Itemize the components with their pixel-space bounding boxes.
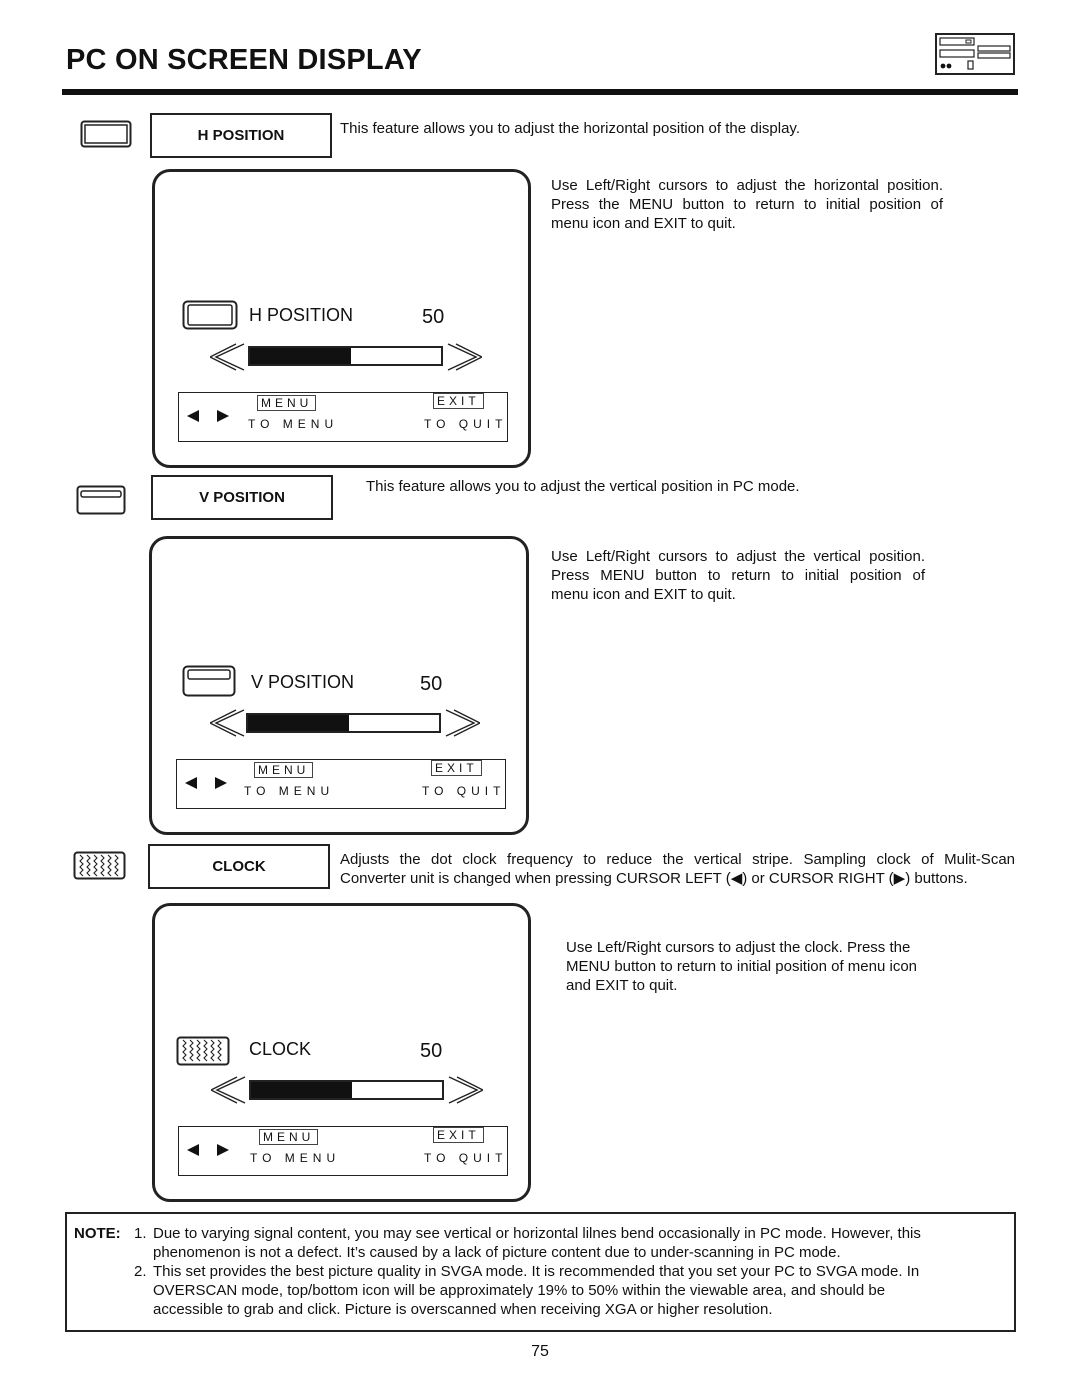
v-position-osd-value: 50 — [420, 673, 443, 695]
left-arrow-icon[interactable] — [186, 409, 200, 428]
header-rule — [62, 89, 1018, 95]
note-item-number: 1. — [134, 1225, 147, 1242]
right-double-chevron-icon — [446, 342, 482, 372]
note-item-number: 2. — [134, 1263, 147, 1280]
h-position-intro: This feature allows you to adjust the horizontal position of the display. — [340, 120, 800, 137]
clock-osd-icon — [176, 1036, 230, 1066]
v-position-intro: This feature allows you to adjust the vertical position in PC mode. — [366, 478, 800, 495]
right-arrow-icon[interactable] — [216, 1143, 230, 1162]
h-position-osd-icon — [182, 300, 238, 330]
exit-button[interactable]: EXIT — [433, 393, 484, 409]
left-double-chevron-icon — [210, 708, 246, 738]
note-item-1: 1. Due to varying signal content, you may see vertical or horizontal lilnes bend occasionally in PC mode. However, this phenomenon is not a defect. It’s caused by a lack of picture content due to under-scanning in PC mode. — [134, 1225, 921, 1261]
h-position-osd-value: 50 — [422, 306, 445, 328]
h-position-osd-label: H POSITION — [249, 305, 354, 325]
exit-button[interactable]: EXIT — [433, 1127, 484, 1143]
clock-osd-label: CLOCK — [249, 1039, 312, 1059]
clock-instructions: Use Left/Right cursors to adjust the clock. Press the MENU button to return to initial position of menu icon and EXIT to quit. — [566, 939, 918, 994]
v-position-osd-icon — [182, 665, 236, 697]
left-arrow-icon[interactable] — [184, 776, 198, 795]
to-quit-text: TO QUIT — [422, 784, 506, 798]
menu-button[interactable]: MENU — [257, 395, 316, 411]
clock-intro: Adjusts the dot clock frequency to reduce the vertical stripe. Sampling clock of Mulit-Scan Converter unit is changed when pressing CURSOR LEFT (◀) or CURSOR RIGHT (▶) buttons. — [340, 851, 1015, 887]
clock-slider[interactable] — [249, 1080, 444, 1100]
to-menu-text: TO MENU — [244, 784, 335, 798]
to-quit-text: TO QUIT — [424, 417, 508, 431]
page-title: PC ON SCREEN DISPLAY — [66, 44, 422, 76]
v-position-osd-label: V POSITION — [251, 672, 355, 692]
right-double-chevron-icon — [447, 1075, 483, 1105]
h-position-slider-fill — [250, 348, 351, 364]
right-double-chevron-icon — [444, 708, 480, 738]
h-position-slider[interactable] — [248, 346, 443, 366]
left-double-chevron-icon — [210, 342, 246, 372]
device-icon — [935, 33, 1015, 75]
page-number: 75 — [531, 1343, 549, 1360]
v-position-instructions: Use Left/Right cursors to adjust the vertical position. Press MENU button to return to initial position of menu icon and EXIT to quit. — [551, 548, 925, 603]
to-menu-text: TO MENU — [250, 1151, 341, 1165]
v-position-slider-fill — [248, 715, 349, 731]
clock-icon — [73, 851, 126, 880]
to-menu-text: TO MENU — [248, 417, 339, 431]
note-heading: NOTE: — [74, 1225, 121, 1242]
v-position-label: V POSITION — [151, 475, 333, 520]
menu-button[interactable]: MENU — [259, 1129, 318, 1145]
h-position-icon — [80, 120, 132, 148]
menu-button[interactable]: MENU — [254, 762, 313, 778]
clock-osd-value: 50 — [420, 1040, 443, 1062]
note-item-2: 2. This set provides the best picture quality in SVGA mode. It is recommended that you set your PC to SVGA mode. In OVERSCAN mode, top/bottom icon will be approximately 19% to 50% within the viewable area, and should be accessible to grab and click. Picture is overscanned when receiving XGA or higher resolution. — [134, 1263, 920, 1318]
clock-label: CLOCK — [148, 844, 330, 889]
right-arrow-icon[interactable] — [214, 776, 228, 795]
exit-button[interactable]: EXIT — [431, 760, 482, 776]
left-double-chevron-icon — [211, 1075, 247, 1105]
v-position-slider[interactable] — [246, 713, 441, 733]
clock-slider-fill — [251, 1082, 352, 1098]
h-position-label: H POSITION — [150, 113, 332, 158]
to-quit-text: TO QUIT — [424, 1151, 508, 1165]
h-position-instructions: Use Left/Right cursors to adjust the horizontal position. Press the MENU button to return to initial position of menu icon and EXIT to quit. — [551, 177, 943, 232]
right-arrow-icon[interactable] — [216, 409, 230, 428]
left-arrow-icon[interactable] — [186, 1143, 200, 1162]
v-position-icon — [76, 485, 126, 515]
